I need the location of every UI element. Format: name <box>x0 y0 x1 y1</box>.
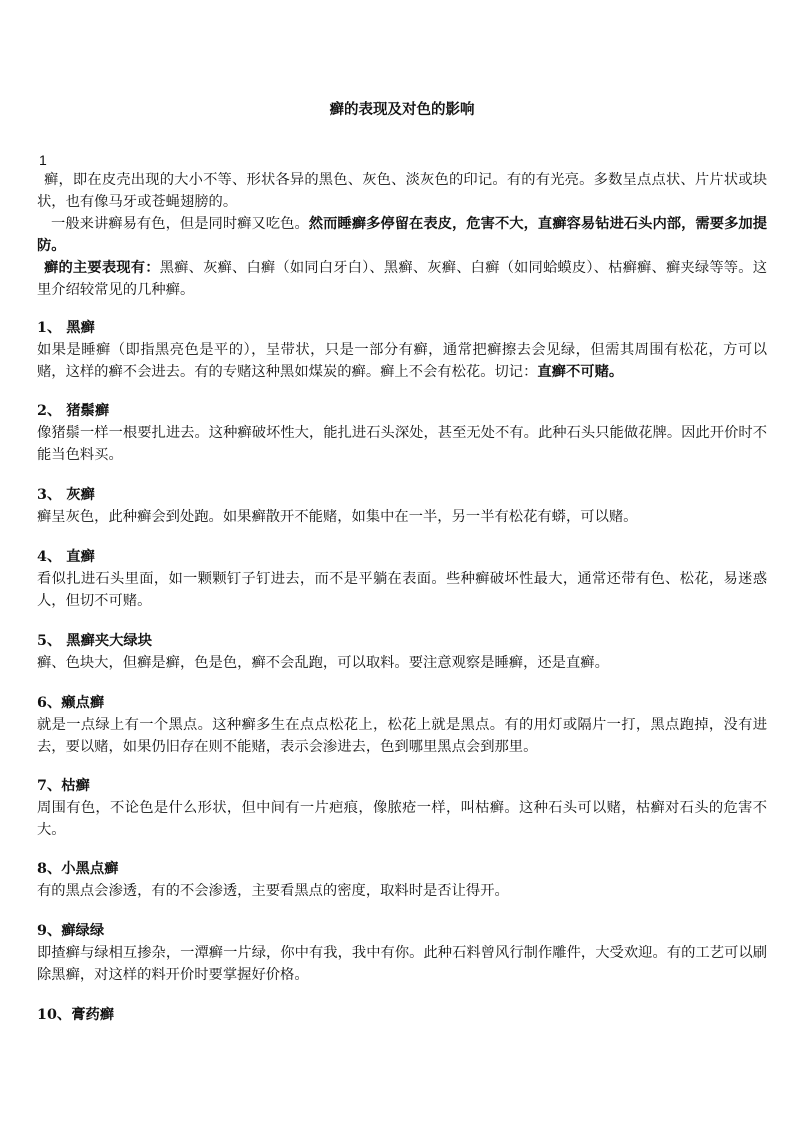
section-2 <box>37 400 767 466</box>
section-heading: 1、 黑癣 <box>37 320 95 336</box>
section-heading: 2、 猪鬃癣 <box>37 403 110 419</box>
section-body: 就是一点绿上有一个黑点。这种癣多生在点点松花上，松花上就是黑点。有的用灯或隔片一打，黑点跑掉，没有进去，要以赌，如果仍旧存在则不能赌，表示会渗进去，色到哪里黑点会到那里。 <box>37 717 767 755</box>
intro-block <box>37 169 767 301</box>
intro-paragraph-2 <box>37 213 767 257</box>
section-body: 周围有色，不论色是什么形状，但中间有一片疤痕，像脓疮一样，叫枯癣。这种石头可以赌，枯癣对石头的危害不大。 <box>37 800 767 838</box>
section-7 <box>37 775 767 841</box>
section-heading: 6、癞点癣 <box>37 695 105 711</box>
section-10 <box>37 1004 767 1026</box>
intro-paragraph-3 <box>37 257 767 301</box>
section-5 <box>37 630 767 674</box>
section-6 <box>37 692 767 758</box>
section-body: 癣呈灰色，此种癣会到处跑。如果癣散开不能赌，如集中在一半，另一半有松花有蟒，可以赌。 <box>37 509 638 525</box>
section-body <box>37 339 767 383</box>
intro-p2-bold-text: 然而睡癣多停留在表皮，危害不大，直癣容易钻进石头内部，需要多加提防。 <box>37 216 768 254</box>
section-1 <box>37 317 767 383</box>
intro-paragraph-1: 癣，即在皮壳出现的大小不等、形状各异的黑色、灰色、淡灰色的印记。有的有光亮。多数呈点点状、片片状或块状，也有像马牙或苍蝇翅膀的。 <box>37 172 767 210</box>
section-heading: 8、小黑点癣 <box>37 861 119 877</box>
page-number: 1 <box>39 152 47 168</box>
section-body-text: 如果是睡癣（即指黑亮色是平的），呈带状，只是一部分有癣，通常把癣擦去会见绿，但需其周围有松花，方可以赌，这样的癣不会进去。有的专赌这种黑如煤炭的癣。癣上不会有松花。切记： <box>37 342 767 380</box>
section-heading: 4、 直癣 <box>37 549 95 565</box>
section-8 <box>37 858 767 902</box>
section-body: 癣、色块大，但癣是癣，色是色，癣不会乱跑，可以取料。要注意观察是睡癣，还是直癣。 <box>37 655 609 671</box>
section-body: 即揸癣与绿相互掺杂，一潭癣一片绿，你中有我，我中有你。此种石料曾风行制作雕件，大受欢迎。有的工艺可以刷除黑癣，对这样的料开价时要掌握好价格。 <box>37 945 767 983</box>
section-9 <box>37 920 767 986</box>
section-heading: 3、 灰癣 <box>37 487 95 503</box>
intro-p3-bold-text: 癣的主要表现有： <box>44 260 160 276</box>
section-body-bold-text: 直癣不可赌。 <box>537 364 624 380</box>
section-3 <box>37 484 767 528</box>
section-4 <box>37 546 767 612</box>
section-heading: 9、癣绿绿 <box>37 923 105 939</box>
intro-p2-text: 一般来讲癣易有色，但是同时癣又吃色。 <box>51 216 309 232</box>
section-heading: 10、膏药癣 <box>37 1007 115 1023</box>
document-title: 癣的表现及对色的影响 <box>329 101 475 118</box>
section-body: 有的黑点会渗透，有的不会渗透，主要看黑点的密度，取料时是否让得开。 <box>37 883 509 899</box>
section-body: 看似扎进石头里面，如一颗颗钉子钉进去，而不是平躺在表面。些种癣破坏性最大，通常还带有色、松花，易迷惑人，但切不可赌。 <box>37 571 767 609</box>
section-heading: 7、枯癣 <box>37 778 90 794</box>
section-heading: 5、 黑癣夹大绿块 <box>37 633 153 649</box>
intro-p3-text: 黑癣、灰癣、白癣（如同白牙白）、黑癣、灰癣、白癣（如同蛤蟆皮）、枯癣癣、癣夹绿等等。这里介绍较常见的几种癣。 <box>37 260 767 298</box>
section-body: 像猪鬃一样一根要扎进去。这种癣破坏性大，能扎进石头深处，甚至无处不有。此种石头只能做花牌。因此开价时不能当色料买。 <box>37 425 767 463</box>
